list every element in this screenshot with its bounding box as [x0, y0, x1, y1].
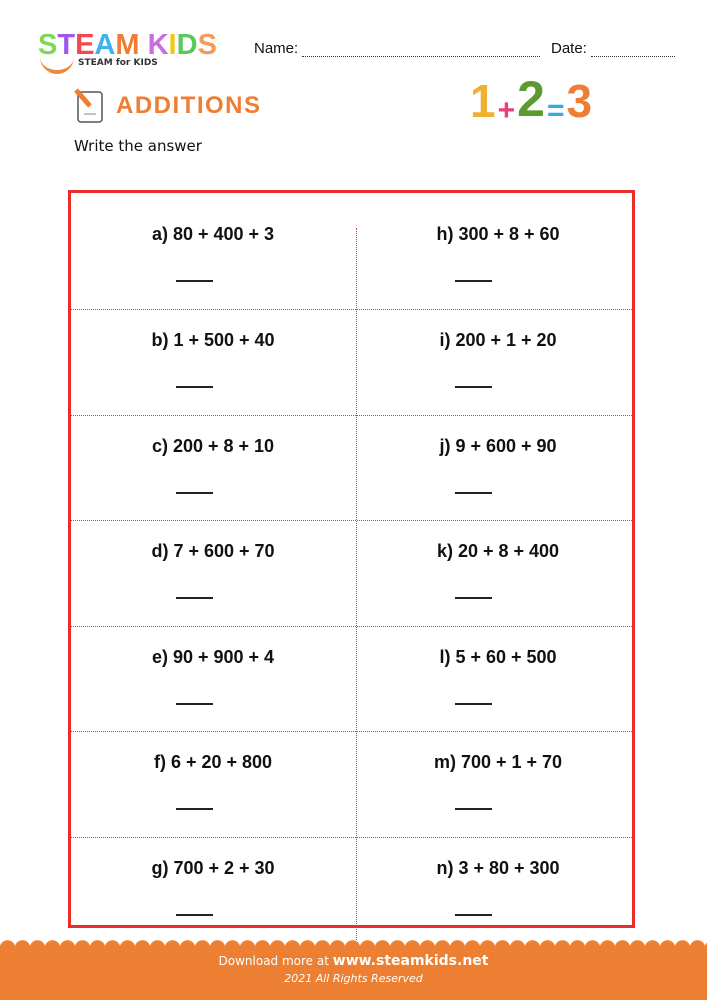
problem-left: g) 700 + 2 + 30 [151, 857, 275, 878]
pencil-paper-icon [72, 88, 106, 124]
problem-row [71, 416, 632, 522]
problem-right: n) 3 + 80 + 300 [436, 857, 560, 878]
website-link[interactable]: www.steamkids.net [332, 953, 489, 969]
problem-right: h) 300 + 8 + 60 [436, 224, 560, 244]
problems-box [68, 190, 635, 928]
problem-right: i) 200 + 1 + 20 [439, 330, 557, 350]
name-field[interactable] [254, 40, 540, 57]
problem-row [71, 627, 632, 733]
answer-line[interactable] [455, 386, 492, 388]
name-label: Name: [254, 40, 299, 57]
num-3: 3 [566, 75, 593, 127]
worksheet-title [72, 88, 262, 124]
problem-left: f) 6 + 20 + 800 [153, 752, 273, 772]
name-line [302, 43, 540, 57]
numbers-illustration [470, 70, 592, 128]
answer-line[interactable] [455, 597, 492, 599]
problem-right: l) 5 + 60 + 500 [439, 646, 557, 667]
footer [0, 948, 707, 1000]
problem-left: d) 7 + 600 + 70 [151, 541, 275, 561]
problem-right: m) 700 + 1 + 70 [433, 752, 563, 772]
answer-line[interactable] [176, 386, 213, 388]
logo-swoosh [40, 56, 74, 74]
answer-line[interactable] [176, 280, 213, 282]
date-line [591, 43, 675, 57]
problem-row [71, 521, 632, 627]
download-text: Download more at [218, 954, 329, 968]
plus-sign: + [497, 94, 516, 127]
problem-left: e) 90 + 900 + 4 [151, 646, 275, 667]
date-field[interactable] [551, 40, 675, 57]
answer-line[interactable] [455, 808, 492, 810]
title-text: ADDITIONS [116, 92, 262, 119]
answer-line[interactable] [176, 703, 213, 705]
date-label: Date: [551, 40, 587, 57]
answer-line[interactable] [176, 492, 213, 494]
answer-line[interactable] [455, 280, 492, 282]
answer-line[interactable] [455, 914, 492, 916]
problem-row [71, 838, 632, 931]
problem-row [71, 310, 632, 416]
answer-line[interactable] [176, 914, 213, 916]
problem-right: k) 20 + 8 + 400 [436, 541, 560, 561]
steam-kids-logo [38, 29, 217, 68]
answer-line[interactable] [176, 808, 213, 810]
rights-text: 2021 All Rights Reserved [284, 972, 423, 985]
problem-left: a) 80 + 400 + 3 [151, 224, 275, 244]
problem-row [71, 190, 632, 310]
answer-line[interactable] [176, 597, 213, 599]
answer-line[interactable] [455, 492, 492, 494]
equals-sign: = [546, 94, 565, 127]
logo-subtitle: STEAM for KIDS [78, 58, 158, 68]
logo-text: STEAM KIDS [38, 29, 217, 61]
num-1: 1 [470, 75, 496, 127]
problem-left: b) 1 + 500 + 40 [151, 330, 275, 350]
problem-row [71, 732, 632, 838]
problem-left: c) 200 + 8 + 10 [151, 435, 275, 456]
instruction: Write the answer [74, 137, 202, 155]
num-2: 2 [517, 71, 545, 127]
problem-right: j) 9 + 600 + 90 [439, 435, 557, 456]
answer-line[interactable] [455, 703, 492, 705]
